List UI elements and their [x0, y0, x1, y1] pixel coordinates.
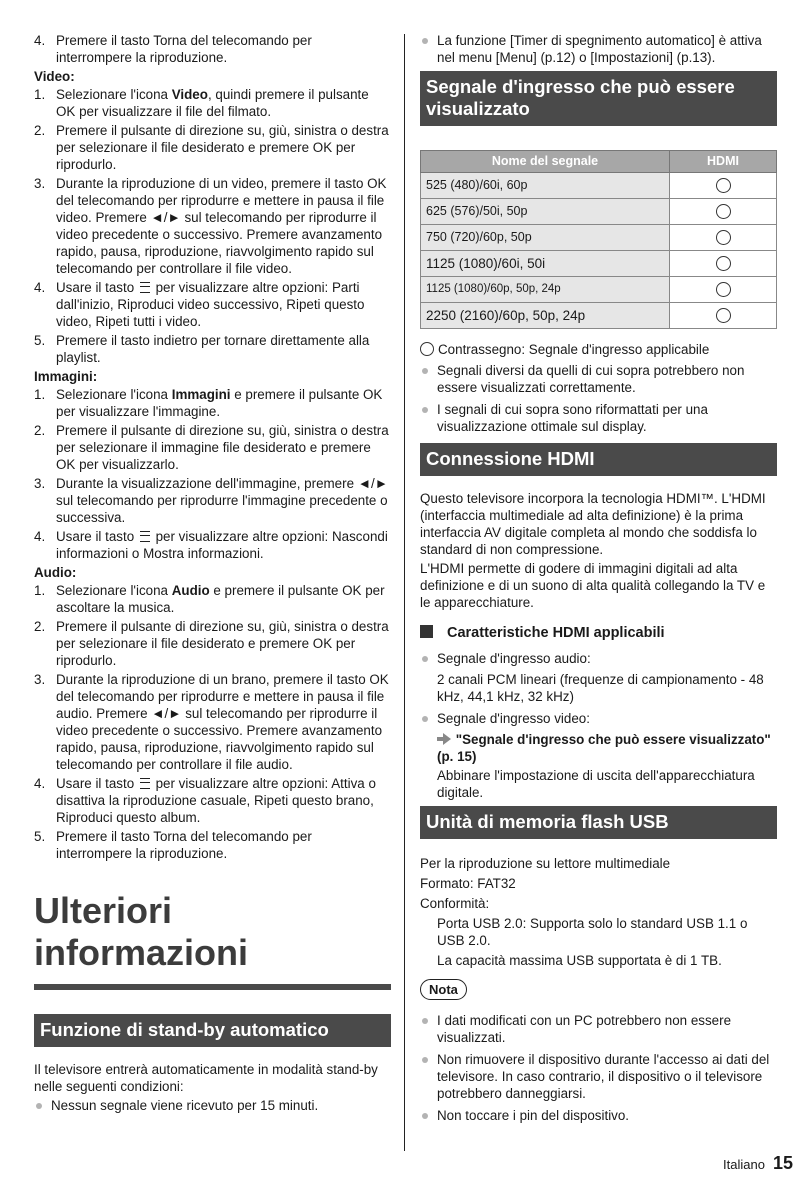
- step-item: 4. Usare il tasto per visualizzare altre opzioni: Parti dall'inizio, Riproduci video successivo, Ripeti questo video, Ripeti tutti i video.: [34, 280, 365, 329]
- col-signal-name: Nome del segnale: [421, 151, 670, 173]
- step-item: 1. Selezionare l'icona Video, quindi premere il pulsante OK per visualizzare il file del filmato.: [34, 87, 369, 119]
- usb-line: Per la riproduzione su lettore multimediale: [420, 856, 671, 871]
- usb-section-header: Unità di memoria flash USB: [420, 806, 777, 839]
- circle-mark-icon: [716, 282, 731, 297]
- table-row: 1125 (1080)/60p, 50p, 24p: [421, 277, 777, 303]
- hdmi-features: [420, 650, 777, 801]
- right-column: [420, 32, 777, 1129]
- standby-bullets: [34, 1097, 391, 1114]
- step-item: 4. Usare il tasto per visualizzare altre opzioni: Attiva o disattiva la riproduzione casuale, Ripeti questo brano, Riproduci questo album.: [34, 776, 376, 825]
- page-footer: [723, 1155, 793, 1173]
- table-row: 625 (576)/50i, 50p: [421, 199, 777, 225]
- step-item: 2. Premere il pulsante di direzione su, giù, sinistra o destra per selezionare il immagine file desiderato e premere OK per visualizzarlo.: [34, 423, 389, 472]
- signal-section-header: Segnale d'ingresso che può essere visualizzato: [420, 71, 777, 126]
- circle-mark-icon: [716, 308, 731, 323]
- table-row: 750 (720)/60p, 50p: [421, 225, 777, 251]
- circle-mark-icon: [420, 342, 434, 356]
- square-bullet-icon: [420, 625, 433, 638]
- menu-icon: [140, 282, 150, 293]
- step-item: 3. Durante la visualizzazione dell'immagine, premere ◄/► sul telecomando per riprodurre l'immagine precedente o successiva.: [34, 476, 388, 525]
- list-item: Non rimuovere il dispositivo durante l'accesso ai dati del televisore. In caso contrario, il dispositivo o il televisore potrebbero danneggiarsi.: [420, 1051, 777, 1102]
- footer-language: Italiano: [723, 1157, 765, 1172]
- step-item: 1. Selezionare l'icona Audio e premere il pulsante OK per ascoltare la musica.: [34, 583, 385, 615]
- list-item: Segnali diversi da quelli di cui sopra potrebbero non essere visualizzati correttamente.: [420, 362, 777, 396]
- usb-detail: Porta USB 2.0: Supporta solo lo standard USB 1.1 o USB 2.0.: [437, 916, 748, 948]
- step-item: 4. Premere il tasto Torna del telecomando per interrompere la riproduzione.: [34, 33, 312, 65]
- signal-notes: [420, 362, 777, 435]
- audio-steps: [34, 582, 391, 862]
- chapter-title: Ulteriori informazioni: [34, 890, 248, 973]
- page-number: 15: [772, 1153, 793, 1173]
- usb-line: Conformità:: [420, 896, 490, 911]
- signal-legend: Contrassegno: Segnale d'ingresso applicabile: [420, 341, 777, 358]
- left-column: [34, 32, 391, 1119]
- menu-icon: [140, 778, 150, 789]
- nota-badge: Nota: [420, 979, 467, 1000]
- list-item: Non toccare i pin del dispositivo.: [420, 1107, 777, 1124]
- list-item: Nessun segnale viene ricevuto per 15 minuti.: [34, 1097, 391, 1114]
- circle-mark-icon: [716, 178, 731, 193]
- step-item: 4. Usare il tasto per visualizzare altre opzioni: Nascondi informazioni o Mostra informazioni.: [34, 529, 388, 561]
- step-item: 3. Durante la riproduzione di un video, premere il tasto OK del telecomando per riprodurre e mettere in pausa il file video. Premere ◄/► sul telecomando per riprodurre il video precedente o successivo. Premere avanzamento rapido, pausa, riproduzione, riavvolgimento rapido sul telecomando per controllare il file video.: [34, 176, 387, 276]
- step-item: 5. Premere il tasto indietro per tornare direttamente alla playlist.: [34, 333, 370, 365]
- usb-line: Formato: FAT32: [420, 876, 516, 891]
- table-row: 1125 (1080)/60i, 50i: [421, 251, 777, 277]
- list-item: I dati modificati con un PC potrebbero non essere visualizzati.: [420, 1012, 777, 1046]
- list-item: Segnale d'ingresso audio: 2 canali PCM lineari (frequenze di campionamento - 48 kHz, 44,1 kHz, 32 kHz): [420, 650, 777, 705]
- list-item: I segnali di cui sopra sono riformattati per una visualizzazione ottimale sul display.: [420, 401, 777, 435]
- title-rule: [34, 984, 391, 990]
- circle-mark-icon: [716, 256, 731, 271]
- column-divider: [404, 34, 405, 1151]
- nota-bullets: [420, 1012, 777, 1124]
- immagini-steps: [34, 386, 391, 562]
- usb-detail: La capacità massima USB supportata è di 1 TB.: [437, 953, 722, 968]
- step-item: 1. Selezionare l'icona Immagini e premere il pulsante OK per visualizzare l'immagine.: [34, 387, 383, 419]
- hdmi-features-title: Caratteristiche HDMI applicabili: [420, 625, 777, 642]
- intro-steps: [34, 32, 391, 66]
- audio-label: Audio:: [34, 565, 77, 580]
- col-hdmi: HDMI: [670, 151, 777, 173]
- step-item: 2. Premere il pulsante di direzione su, giù, sinistra o destra per selezionare il file desiderato e premere OK per riprodurlo.: [34, 619, 389, 668]
- timer-bullets: [420, 32, 777, 66]
- table-row: 525 (480)/60i, 60p: [421, 173, 777, 199]
- signal-table: [420, 150, 777, 329]
- hdmi-section-header: Connessione HDMI: [420, 443, 777, 476]
- step-item: 3. Durante la riproduzione di un brano, premere il tasto OK del telecomando per riprodurre e mettere in pausa il file audio. Premere ◄/► sul telecomando per riprodurre il video precedente o successivo. Premere avanzamento rapido, pausa, riproduzione, riavvolgimento rapido sul telecomando per controllare il file audio.: [34, 672, 389, 772]
- table-row: 2250 (2160)/60p, 50p, 24p: [421, 303, 777, 329]
- video-steps: [34, 86, 391, 366]
- list-item: La funzione [Timer di spegnimento automatico] è attiva nel menu [Menu] (p.12) o [Impostazioni] (p.13).: [420, 32, 777, 66]
- immagini-label: Immagini:: [34, 369, 98, 384]
- hdmi-paragraph: Questo televisore incorpora la tecnologia HDMI™. L'HDMI (interfaccia multimediale ad alta definizione) è la prima interfaccia AV digitale completa al mondo che soddisfa lo standard di non compressione.: [420, 491, 766, 557]
- step-item: 5. Premere il tasto Torna del telecomando per interrompere la riproduzione.: [34, 829, 312, 861]
- menu-icon: [140, 531, 150, 542]
- list-item: Segnale d'ingresso video: "Segnale d'ingresso che può essere visualizzato" (p. 15) Abbinare l'impostazione di uscita dell'apparecchiatura digitale.: [420, 710, 777, 801]
- hdmi-paragraph: L'HDMI permette di godere di immagini digitali ad alta definizione e di un suono di alta qualità collegando la TV e le apparecchiature.: [420, 561, 766, 610]
- standby-text: Il televisore entrerà automaticamente in modalità stand-by nelle seguenti condizioni:: [34, 1062, 378, 1094]
- standby-section-header: Funzione di stand-by automatico: [34, 1014, 391, 1047]
- circle-mark-icon: [716, 230, 731, 245]
- video-label: Video:: [34, 69, 75, 84]
- circle-mark-icon: [716, 204, 731, 219]
- step-item: 2. Premere il pulsante di direzione su, giù, sinistra o destra per selezionare il file desiderato e premere OK per riprodurlo.: [34, 123, 389, 172]
- page-reference-link[interactable]: "Segnale d'ingresso che può essere visualizzato" (p. 15): [437, 732, 771, 764]
